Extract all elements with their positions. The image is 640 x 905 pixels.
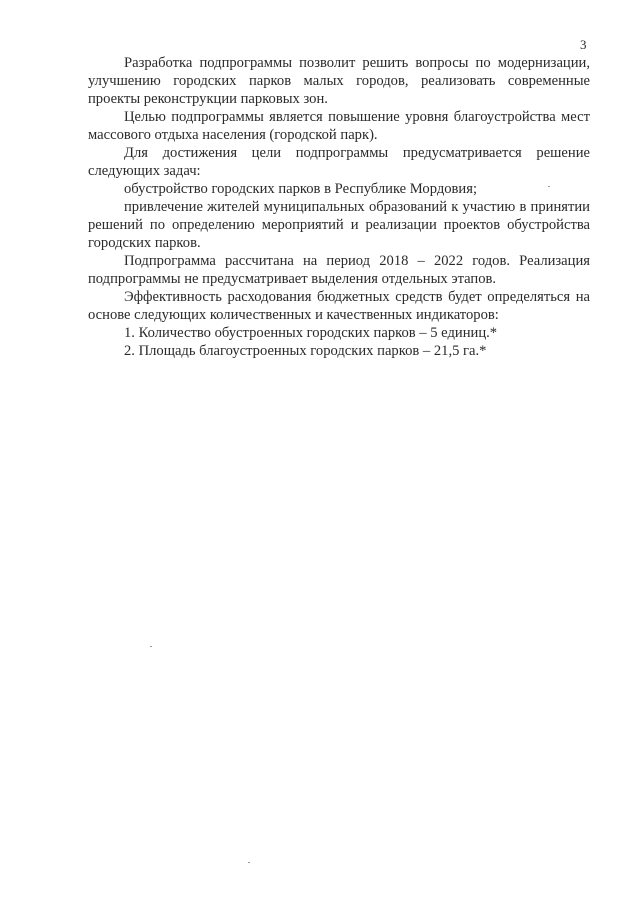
paragraph-subprogram-development: Разработка подпрограммы позволит решить вопросы по модернизации, улучшению городских парков малых городов, реализовать современные проекты реконструкции парковых зон. (88, 55, 590, 107)
scan-speck (150, 646, 152, 647)
paragraph-period: Подпрограмма рассчитана на период 2018 – 2022 годов. Реализация подпрограммы не предусматривает выделения отдельных этапов. (88, 253, 590, 287)
scan-speck (548, 186, 550, 187)
paragraph-subprogram-goal: Целью подпрограммы является повышение уровня благоустройства мест массового отдыха населения (городской парк). (88, 109, 590, 143)
task-item-parks: обустройство городских парков в Республике Мордовия; (124, 181, 478, 197)
paragraph-efficiency: Эффективность расходования бюджетных средств будет определяться на основе следующих количественных и качественных индикаторов: (88, 289, 590, 323)
page-number: 3 (580, 37, 587, 52)
document-body (88, 54, 590, 360)
scan-speck (248, 862, 250, 863)
task-item-residents: привлечение жителей муниципальных образований к участию в принятии решений по определению мероприятий и реализации проектов обустройства городских парков. (88, 199, 590, 251)
paragraph-tasks-intro: Для достижения цели подпрограммы предусматривается решение следующих задач: (88, 145, 590, 179)
indicator-item-count: 1. Количество обустроенных городских парков – 5 единиц.* (124, 325, 498, 341)
indicator-item-area: 2. Площадь благоустроенных городских парков – 21,5 га.* (124, 343, 487, 359)
